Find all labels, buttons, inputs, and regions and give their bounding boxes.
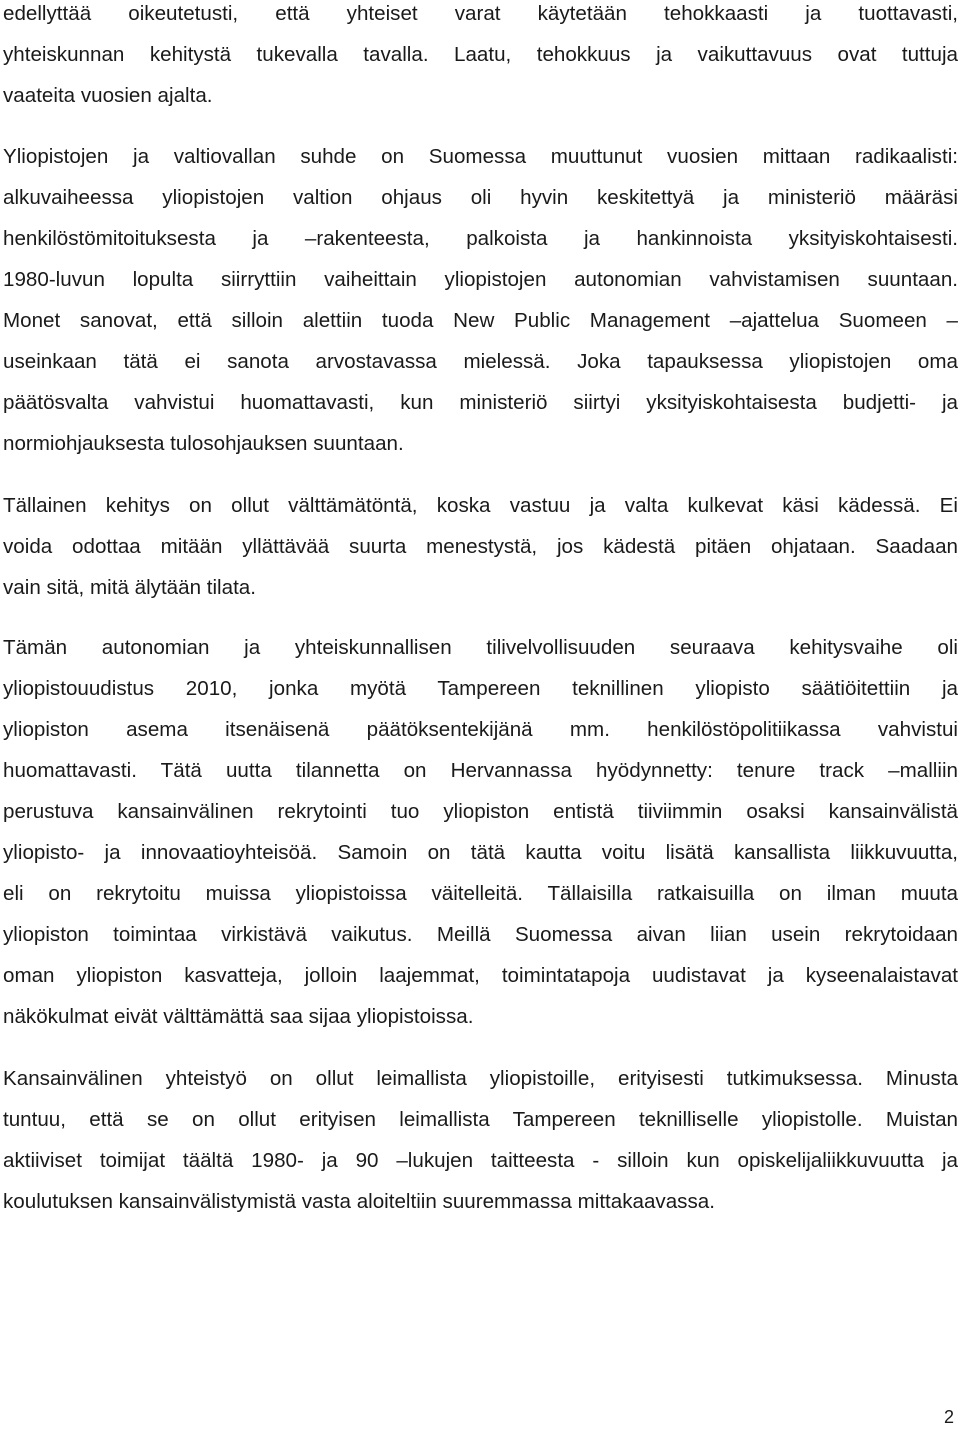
text-line: vain sitä, mitä älytään tilata. (3, 576, 256, 599)
text-line: perustuva kansainvälinen rekrytointi tuo yliopiston entistä tiiviimmin osaksi kansainvälistä (3, 800, 958, 823)
text-line: eli on rekrytoitu muissa yliopistoissa väitelleitä. Tällaisilla ratkaisuilla on ilman muuta (3, 882, 958, 905)
text-line: normiohjauksesta tulosohjauksen suuntaan. (3, 432, 404, 455)
text-line: Tämän autonomian ja yhteiskunnallisen tilivelvollisuuden seuraava kehitysvaihe oli (3, 636, 958, 659)
paragraph-4 (3, 627, 958, 1037)
paragraph-3 (3, 485, 958, 608)
text-line: henkilöstömitoituksesta ja –rakenteesta, palkoista ja hankinnoista yksityiskohtaisesti. (3, 227, 958, 250)
text-line: yliopiston asema itsenäisenä päätöksentekijänä mm. henkilöstöpolitiikassa vahvistui (3, 718, 958, 741)
text-line: alkuvaiheessa yliopistojen valtion ohjaus oli hyvin keskitettyä ja ministeriö määräsi (3, 186, 958, 209)
text-line: Kansainvälinen yhteistyö on ollut leimallista yliopistoille, erityisesti tutkimuksessa. Minusta (3, 1067, 958, 1090)
text-line: vaateita vuosien ajalta. (3, 84, 213, 107)
paragraph-2 (3, 136, 958, 464)
text-line: useinkaan tätä ei sanota arvostavassa mielessä. Joka tapauksessa yliopistojen oma (3, 350, 958, 373)
text-line: Tällainen kehitys on ollut välttämätöntä, koska vastuu ja valta kulkevat käsi kädessä. Ei (3, 494, 958, 517)
text-line: aktiiviset toimijat täältä 1980- ja 90 –lukujen taitteesta - silloin kun opiskelijaliikkuvuutta ja (3, 1149, 958, 1172)
text-line: edellyttää oikeutetusti, että yhteiset varat käytetään tehokkaasti ja tuottavasti, (3, 2, 958, 25)
text-line: yliopistouudistus 2010, jonka myötä Tampereen teknillinen yliopisto säätiöitettiin ja (3, 677, 958, 700)
text-line: voida odottaa mitään yllättävää suurta menestystä, jos kädestä pitäen ohjataan. Saadaan (3, 535, 958, 558)
text-line: yliopiston toimintaa virkistävä vaikutus. Meillä Suomessa aivan liian usein rekrytoidaan (3, 923, 958, 946)
text-line: 1980-luvun lopulta siirryttiin vaiheittain yliopistojen autonomian vahvistamisen suuntaan. (3, 268, 958, 291)
text-line: oman yliopiston kasvatteja, jolloin laajemmat, toimintatapoja uudistavat ja kyseenalaistavat (3, 964, 958, 987)
paragraph-1 (3, 0, 958, 116)
text-line: koulutuksen kansainvälistymistä vasta aloiteltiin suuremmassa mittakaavassa. (3, 1190, 715, 1213)
text-line: Monet sanovat, että silloin alettiin tuoda New Public Management –ajattelua Suomeen – (3, 309, 958, 332)
text-line: näkökulmat eivät välttämättä saa sijaa yliopistoissa. (3, 1005, 474, 1028)
text-line: yhteiskunnan kehitystä tukevalla tavalla. Laatu, tehokkuus ja vaikuttavuus ovat tuttuja (3, 43, 958, 66)
text-line: yliopisto- ja innovaatioyhteisöä. Samoin on tätä kautta voitu lisätä kansallista liikkuvuutta, (3, 841, 958, 864)
text-line: huomattavasti. Tätä uutta tilannetta on Hervannassa hyödynnetty: tenure track –malliin (3, 759, 958, 782)
text-line: päätösvalta vahvistui huomattavasti, kun ministeriö siirtyi yksityiskohtaisesta budjetti- ja (3, 391, 958, 414)
paragraph-5 (3, 1058, 958, 1222)
page-number: 2 (943, 1407, 954, 1427)
text-line: tuntuu, että se on ollut erityisen leimallista Tampereen teknilliselle yliopistolle. Muistan (3, 1108, 958, 1131)
text-line: Yliopistojen ja valtiovallan suhde on Suomessa muuttunut vuosien mittaan radikaalisti: (3, 145, 958, 168)
